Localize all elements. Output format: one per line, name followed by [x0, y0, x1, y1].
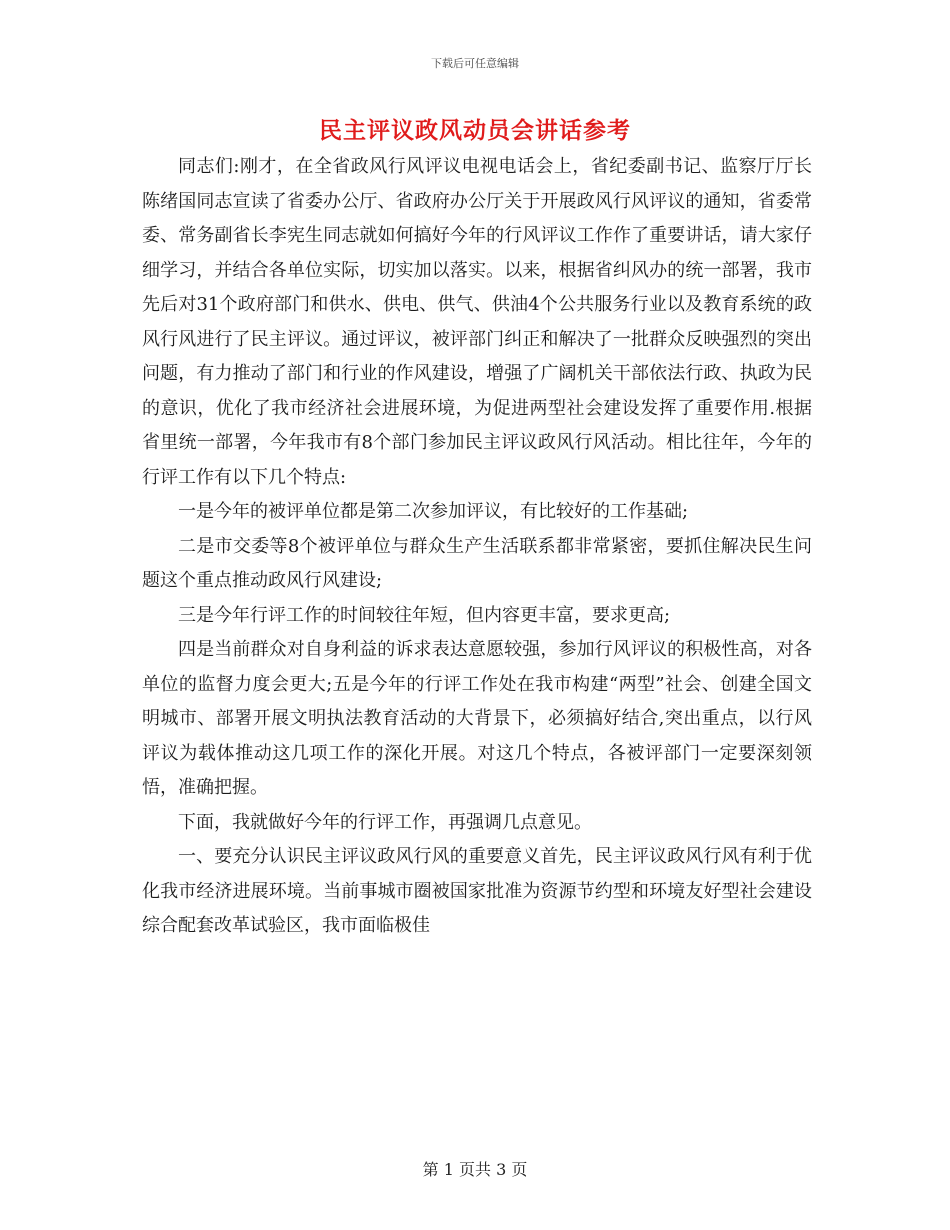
paragraph: 三是今年行评工作的时间较往年短，但内容更丰富，要求更高;: [178, 604, 671, 626]
paragraph: 一是今年的被评单位都是第二次参加评议，有比较好的工作基础;: [178, 501, 689, 522]
paragraph: 四是当前群众对自身利益的诉求表达意愿较强，参加行风评议的积极性高，对各单位的监督力度会更大;五是今年的行评工作处在我市构建“两型”社会、创建全国文明城市、部署开展文明执法教育活动的大背景下，必须搞好结合,突出重点，以行风评议为载体推动这几项工作的深化开展。对这几个特点，各被评部门一定要深刻领悟，准确把握。: [142, 639, 812, 798]
paragraph: 下面，我就做好今年的行评工作，再强调几点意见。: [178, 811, 592, 833]
page-number: 第 1 页共 3 页: [422, 1160, 528, 1179]
document-body: [142, 150, 812, 944]
paragraph: 二是市交委等8个被评单位与群众生产生活联系都非常紧密，要抓住解决民生问题这个重点推动政风行风建设;: [142, 535, 812, 591]
paragraph: 同志们:刚才，在全省政风行风评议电视电话会上，省纪委副书记、监察厅厅长陈绪国同志宣读了省委办公厅、省政府办公厅关于开展政风行风评议的通知，省委常委、常务副省长李宪生同志就如何搞好今年的行风评议工作作了重要讲话，请大家仔细学习，并结合各单位实际，切实加以落实。以来，根据省纠风办的统一部署，我市先后对31个政府部门和供水、供电、供气、供油4个公共服务行业以及教育系统的政风行风进行了民主评议。通过评议，被评部门纠正和解决了一批群众反映强烈的突出问题，有力推动了部门和行业的作风建设，增强了广阔机关干部依法行政、执政为民的意识，优化了我市经济社会进展环境，为促进两型社会建设发挥了重要作用.根据省里统一部署，今年我市有8个部门参加民主评议政风行风活动。相比往年，今年的行评工作有以下几个特点:: [142, 156, 812, 488]
header-note: 下载后可任意编辑: [431, 57, 519, 70]
document-title: 民主评议政风动员会讲话参考: [319, 117, 631, 144]
paragraph: 一、要充分认识民主评议政风行风的重要意义首先，民主评议政风行风有利于优化我市经济进展环境。当前事城市圈被国家批准为资源节约型和环境友好型社会建设综合配套改革试验区，我市面临极佳: [142, 846, 812, 936]
